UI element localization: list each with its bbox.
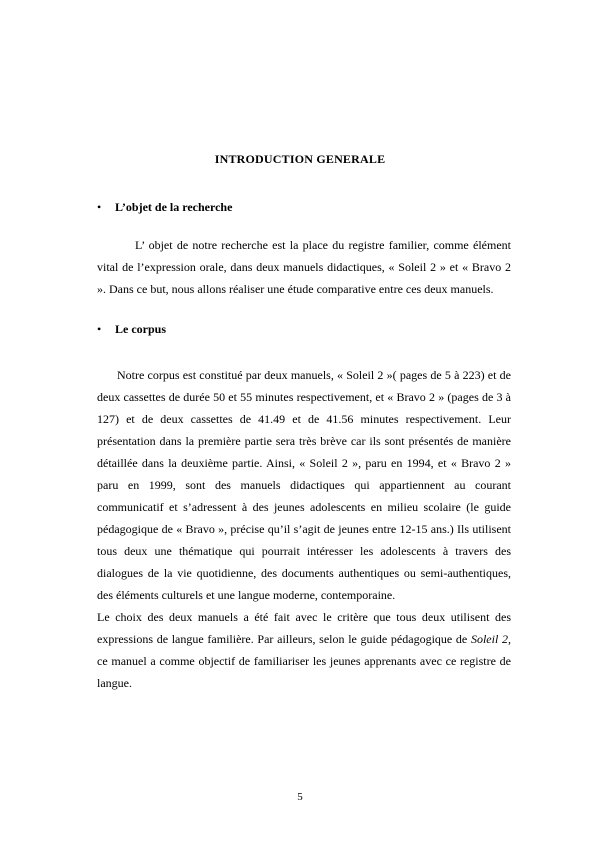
section-heading-corpus	[97, 322, 166, 337]
section-body-objet	[97, 234, 511, 300]
page-title: INTRODUCTION GENERALE	[214, 152, 386, 166]
section-title: L’objet de la recherche	[115, 200, 233, 214]
section-body-corpus	[97, 364, 511, 694]
bullet-icon: •	[97, 200, 102, 214]
paragraph: Notre corpus est constitué par deux manuels, « Soleil 2 »( pages de 5 à 223) et de deux cassettes de durée 50 et 55 minutes respectivement, et « Bravo 2 » (pages de 3 à 127) et de deux cassettes de 41.49 et de 41.56 minutes respectivement. Leur présentation dans la première partie sera très brève car ils sont présentés de manière détaillée dans la deuxième partie. Ainsi, « Soleil 2 », paru en 1994, et « Bravo 2 » paru en 1999, sont des manuels didactiques qui appartiennent au courant communicatif et s’adressent à des jeunes adolescents en milieu scolaire (le guide pédagogique de « Bravo », précise qu’il s’agit de jeunes entre 12-15 ans.) Ils utilisent tous deux une thématique qui pourrait intéresser les adolescents à travers des dialogues de la vie quotidienne, des documents authentiques ou semi-authentiques, des éléments culturels et une langue moderne, contemporaine.	[97, 368, 511, 602]
paragraph	[97, 606, 511, 694]
paragraph: L’ objet de notre recherche est la place du registre familier, comme élément vital de l’expression orale, dans deux manuels didactiques, « Soleil 2 » et « Bravo 2 ». Dans ce but, nous allons réaliser une étude comparative entre ces deux manuels.	[97, 238, 511, 296]
page-number: 5	[297, 791, 303, 803]
paragraph-text: ce manuel a comme objectif de familiariser les jeunes apprenants avec ce registre de langue.	[97, 654, 511, 690]
section-title: Le corpus	[115, 322, 166, 336]
paragraph-text: Le choix des deux manuels a été fait avec le critère que tous deux utilisent des expressions de langue familière. Par ailleurs, selon le guide pédagogique de	[97, 610, 511, 646]
book-title: Soleil 2,	[470, 632, 512, 646]
section-heading-objet	[97, 200, 232, 215]
bullet-icon: •	[97, 322, 102, 336]
